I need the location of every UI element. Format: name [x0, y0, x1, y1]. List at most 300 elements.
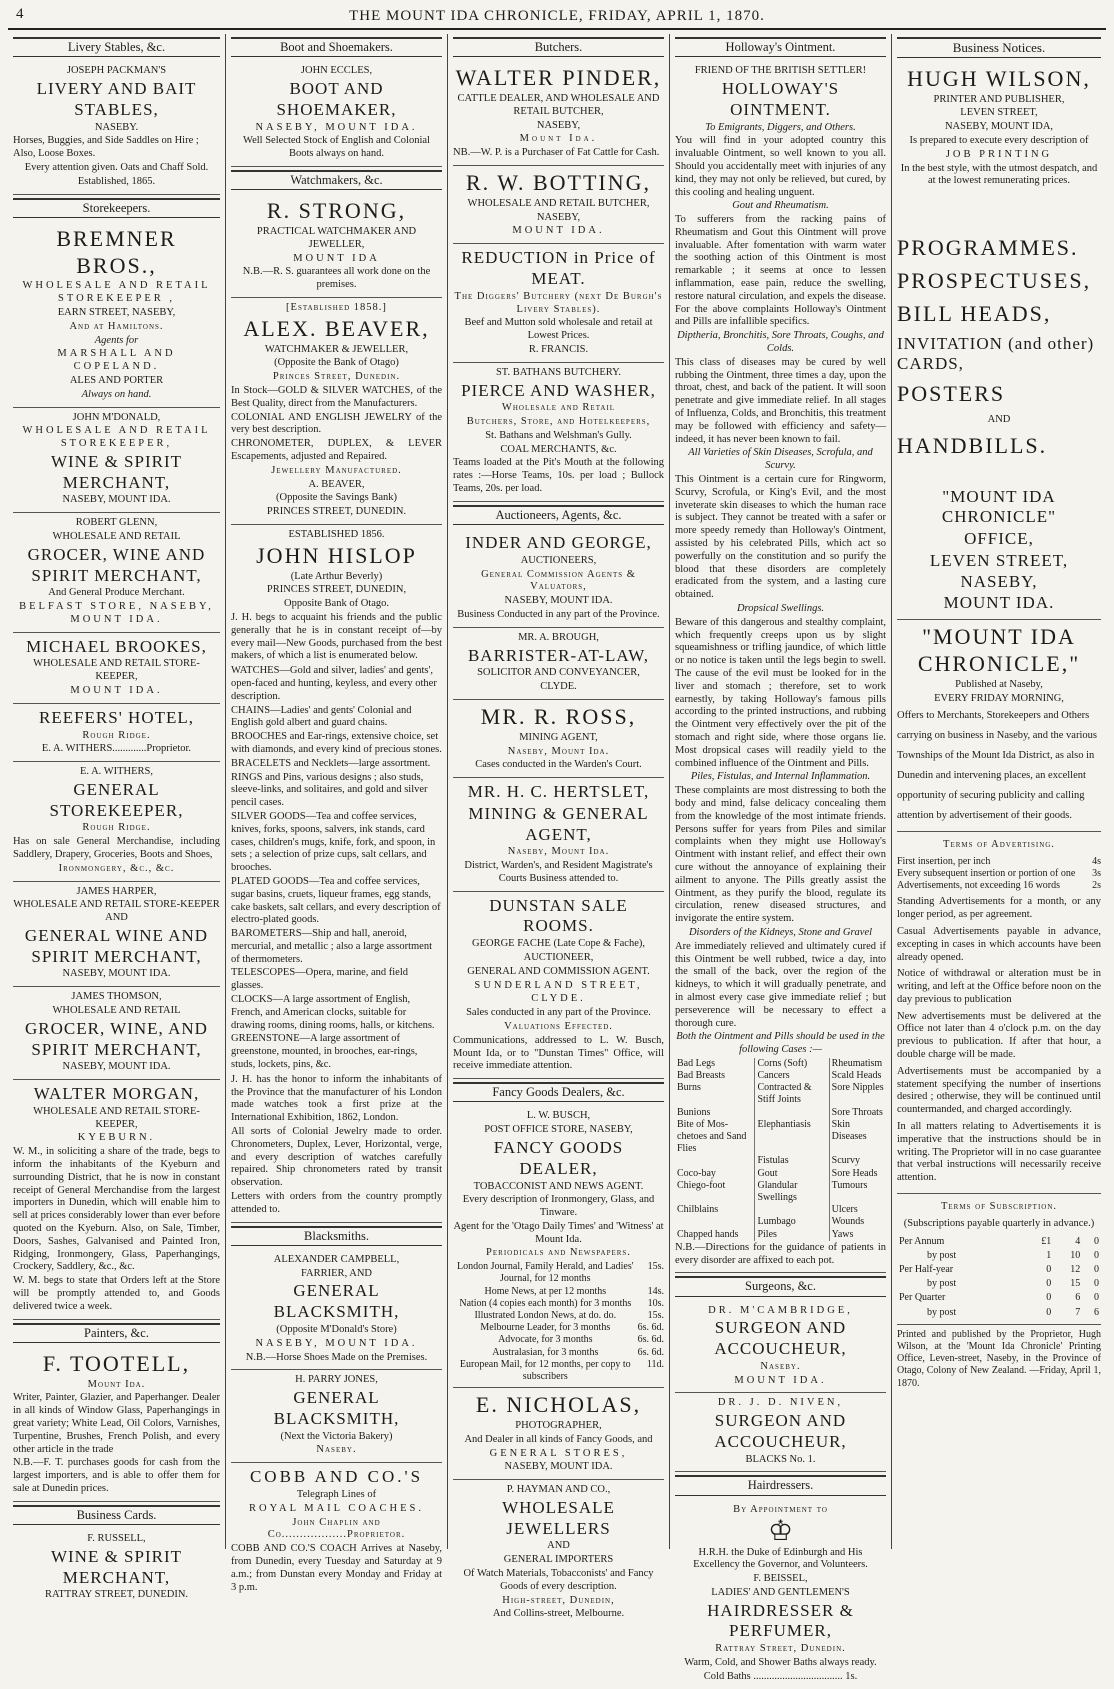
ad-text: (Next the Victoria Bakery)	[280, 1430, 393, 1442]
ad-beissel	[675, 1500, 886, 1689]
columns	[8, 34, 1106, 1682]
ad-name: F. BEISSEL,	[753, 1573, 808, 1585]
ad-name: E. NICHOLAS,	[475, 1392, 642, 1418]
ad-place: Naseby, Mount Ida.	[507, 745, 610, 757]
ad-text: POST OFFICE STORE, NASEBY,	[484, 1124, 633, 1136]
ad-text: Opposite Bank of Otago.	[284, 598, 389, 610]
ad-place: Naseby.	[760, 1360, 801, 1372]
ad-text: Cases conducted in the Warden's Court.	[475, 759, 642, 771]
ad-text: Established, 1865.	[77, 175, 156, 187]
ad-subheading: Disorders of the Kidneys, Stone and Gravel	[688, 926, 873, 938]
table-row: by post 0 15 0	[927, 1278, 1099, 1290]
ad-title: BARRISTER-AT-LAW,	[467, 645, 650, 665]
table-row: Chilblains Ulcers	[677, 1204, 858, 1216]
ad-trade: WATCHMAKER & JEWELLER,	[264, 343, 409, 355]
ad-text: N.B.—Directions for the guidance of patients in every disorder are affixed to each pot.	[675, 1241, 886, 1266]
ad-text: Letters with orders from the country promptly attended to.	[231, 1191, 442, 1215]
terms-heading: Terms of Advertising.	[943, 838, 1055, 850]
terms-text: (Subscriptions payable quarterly in advance.)	[903, 1217, 1095, 1229]
ad-name: JAMES HARPER,	[76, 885, 157, 897]
table-row: Home News, at per 12 months 14s.	[484, 1285, 664, 1297]
ad-trade: AUCTIONEERS,	[520, 554, 597, 566]
ad-street: LEVEN STREET, NASEBY,	[929, 550, 1069, 591]
list-item: RINGS and Pins, various designs ; also studs, sleeve-links, and solitaires, and gold and silver pencil cases.	[231, 771, 428, 809]
terms-text: Advertisements must be accompanied by a statement specifying the number of insertions desired ; otherwise, they will be continued until countermanded, and charged accordingly.	[897, 1065, 1101, 1116]
ad-trade: WHOLESALE AND RETAIL	[52, 531, 181, 543]
list-item: SILVER GOODS—Tea and coffee services, knives, forks, spoons, salvers, ink stands, card cases, children's mugs, knife, fork, and spoon, in sets ; a selection of prize cups, salt cellars, and brooches.	[231, 810, 436, 874]
ad-text: Sales conducted in any part of the Province.	[466, 1007, 651, 1019]
section-heading: Hairdressers.	[675, 1475, 886, 1495]
ad-place: Naseby.	[316, 1444, 357, 1456]
advertising-rates-table	[897, 856, 1101, 893]
ad-title: SURGEON AND ACCOUCHEUR,	[714, 1411, 847, 1451]
table-row: Bunions Sore Throats	[677, 1106, 883, 1118]
ad-name: ALEX. BEAVER,	[243, 315, 430, 341]
ad-text: FRIEND OF THE BRITISH SETTLER!	[694, 65, 867, 77]
ad-trade: TOBACCONIST AND NEWS AGENT.	[473, 1180, 644, 1192]
ad-trade: WHOLESALE AND RETAIL STORE-KEEPER AND	[13, 899, 220, 924]
ad-beaver	[231, 298, 442, 525]
ad-title: WINE & SPIRIT MERCHANT,	[50, 1546, 183, 1587]
ad-text: Business Conducted in any part of the Province.	[457, 609, 660, 621]
ad-street: LEVEN STREET,	[960, 107, 1038, 119]
ad-text: Agent for the 'Otago Daily Times' and 'Witness' at Mount Ida.	[453, 1220, 664, 1245]
ad-name: WALTER PINDER,	[455, 65, 662, 91]
ad-name: MR. H. C. HERTSLET,	[467, 782, 650, 802]
ad-reduction	[453, 244, 664, 362]
ad-subheading: Dropsical Swellings.	[736, 603, 825, 614]
table-row: Chapped hands Piles Yaws	[677, 1228, 854, 1240]
ad-brookes	[13, 633, 220, 704]
ad-busch	[453, 1106, 664, 1388]
ad-text: Agents for	[94, 334, 139, 346]
ad-name: JOHN HISLOP	[256, 542, 417, 568]
ad-holloway	[675, 61, 886, 1273]
ad-place: Mount Ida.	[87, 1378, 146, 1390]
periodicals-table	[453, 1261, 664, 1383]
ad-street: PRINCES STREET, DUNEDIN,	[266, 584, 407, 596]
section-heading: Boot and Shoemakers.	[231, 37, 442, 57]
ad-place: NASEBY,	[536, 119, 581, 131]
table-row: Australasian, for 3 months 6s. 6d.	[492, 1346, 664, 1358]
table-row: Nation (4 copies each month) for 3 months 10s.	[459, 1297, 664, 1309]
subscription-rates-table	[897, 1235, 1101, 1320]
newspaper-title: THE MOUNT IDA CHRONICLE, FRIDAY, APRIL 1, 1870.	[349, 7, 765, 24]
ad-title: LIVERY AND BAIT STABLES,	[36, 79, 197, 119]
ad-strong	[231, 194, 442, 298]
list-item: GREENSTONE—A large assortment of greenstone, mounted, in brooches, ear-rings, studs, lockets, pins, &c.	[231, 1033, 418, 1071]
ad-trade: MINING AGENT,	[519, 731, 598, 743]
ad-inder	[453, 529, 664, 628]
ad-name: JOHN M'DONALD,	[72, 411, 161, 423]
column-3	[448, 34, 670, 1620]
ad-street: Rattray Street, Dunedin.	[715, 1643, 846, 1655]
ad-mcdonald	[13, 408, 220, 514]
ad-text: Periodicals and Newspapers.	[486, 1247, 631, 1259]
table-row: Chiego-foot Glandular Swellings Tumours	[677, 1179, 868, 1203]
ad-name: F. RUSSELL,	[87, 1533, 146, 1545]
ad-street: High-street, Dunedin,	[502, 1594, 615, 1606]
page-number: 4	[16, 6, 24, 22]
ad-text: COAL MERCHANTS, &c.	[500, 443, 617, 455]
terms-text: Notice of withdrawal or alteration must be in writing, and left at the Office before noon on the day previous to publication	[897, 968, 1101, 1005]
table-row: by post 0 7 6	[927, 1306, 1099, 1318]
ad-title: GENERAL STOREKEEPER,	[49, 779, 184, 820]
section-heading: Fancy Goods Dealers, &c.	[453, 1082, 664, 1102]
ad-trade: PHOTOGRAPHER,	[515, 1419, 602, 1431]
ad-name: MR. A. BROUGH,	[518, 631, 599, 643]
ad-text: And at Hamiltons.	[69, 320, 164, 332]
ad-text: District, Warden's, and Resident Magistrate's Courts Business attended to.	[464, 860, 653, 884]
table-row: Advocate, for 3 months 6s. 6d.	[498, 1334, 664, 1346]
section-heading: Blacksmiths.	[231, 1226, 442, 1246]
ad-place: BLACKS No. 1.	[745, 1453, 816, 1465]
ad-hertslet	[453, 778, 664, 892]
ad-place: MOUNT IDA.	[70, 685, 163, 697]
ad-title: WHOLESALE JEWELLERS	[502, 1497, 615, 1538]
ad-text: JOB PRINTING	[945, 148, 1053, 160]
ad-trade: WHOLESALE AND RETAIL STORE-KEEPER,	[33, 1105, 200, 1130]
ad-name: MR. R. ROSS,	[480, 703, 637, 729]
terms-text: Standing Advertisements for a month, or any longer period, as per agreement.	[897, 896, 1101, 921]
ad-place: CLYDE.	[531, 993, 586, 1005]
ad-tootell	[13, 1347, 220, 1502]
table-row: Every subsequent insertion or portion of one 3s	[897, 867, 1101, 879]
ad-place: NASEBY, MOUNT IDA.	[504, 595, 613, 607]
ad-trade: GENERAL IMPORTERS	[503, 1554, 614, 1566]
section-heading: Watchmakers, &c.	[231, 170, 442, 190]
ad-botting	[453, 166, 664, 244]
masthead	[8, 4, 1106, 30]
ad-trade: WHOLESALE AND RETAIL	[52, 1005, 181, 1017]
table-row: Illustrated London News, at do. do. 15s.	[474, 1310, 664, 1322]
table-row: Bad Breasts Cancers Scald Heads	[677, 1070, 882, 1082]
ad-place: NASEBY, MOUNT IDA,	[944, 121, 1054, 133]
list-item: PLATED GOODS—Tea and coffee services, sugar basins, cruets, liqueur frames, egg stands, cake baskets, salt cellars, and every description of electro-plated goods.	[231, 875, 441, 926]
ad-text: Horses, Buggies, and Side Saddles on Hire ; Also, Loose Boxes.	[13, 135, 199, 160]
list-item: CLOCKS—A large assortment of English, French, and American clocks, suitable for drawing rooms, dining rooms, halls, or kitchens.	[231, 994, 435, 1031]
ad-text: By Appointment to	[733, 1503, 828, 1515]
ad-text: AND	[547, 1540, 570, 1552]
ad-text: In Stock—GOLD & SILVER WATCHES, of the Best Quality, direct from the Manufacturers.	[231, 384, 442, 409]
ad-trade: WHOLESALE AND RETAIL BUTCHER,	[467, 197, 650, 209]
ad-name: DR. J. D. NIVEN,	[717, 1397, 844, 1409]
section-heading: Business Notices.	[897, 37, 1101, 58]
ad-street: And Collins-street, Melbourne.	[492, 1608, 625, 1620]
ad-title: GROCER, WINE AND SPIRIT MERCHANT,	[27, 544, 206, 585]
ad-title: GENERAL BLACKSMITH,	[273, 1281, 400, 1322]
ad-title: BOOT AND SHOEMAKER,	[276, 79, 397, 119]
ad-place: MOUNT IDA	[293, 252, 380, 264]
section-heading: Surgeons, &c.	[675, 1276, 886, 1296]
ad-subheading: Both the Ointment and Pills should be used in the following Cases :—	[676, 1031, 885, 1056]
ad-subheading: To Emigrants, Diggers, and Others.	[705, 121, 856, 133]
table-row: Per Half-year 0 12 0	[899, 1264, 1099, 1276]
ad-text: Is prepared to execute every description of	[909, 135, 1089, 147]
ad-hislop	[231, 525, 442, 1223]
table-row: Melbourne Leader, for 3 months 6s. 6d.	[480, 1322, 664, 1334]
ad-name: ALEXANDER CAMPBELL,	[273, 1253, 400, 1265]
column-5	[892, 34, 1106, 1549]
ad-text: Writer, Painter, Glazier, and Paperhanger. Dealer in all kinds of Window Glass, Paperhangings in great variety; White Lead, Oil Colors, Varnishes, Turpentine, Brushes, French Polish, and every other article in the trade	[13, 1392, 220, 1455]
ad-place: NASEBY, MOUNT IDA.	[255, 121, 418, 133]
ad-text: W. M., in soliciting a share of the trade, begs to inform the inhabitants of the Kyeburn and surrounding District, that he is now in constant receipt of General Merchandise from the largest importers in Dunedin, which will enable him to sell at prices considerably lower than ever before quoted on the Kyeburn. Also, on Sale, Timber, Doors, Sashes, Galvanised and Painted Iron, Ridging, Ironmongery, Glass, Paperhangings, Crockery, Saddlery, &c., &c.	[13, 1146, 220, 1273]
ad-place: MOUNT IDA.	[734, 1374, 827, 1386]
royal-crest-icon: ♔	[767, 1515, 794, 1547]
ad-text: And General Produce Merchant.	[48, 587, 185, 599]
ad-name: WALTER MORGAN,	[33, 1084, 200, 1104]
ad-text: OFFICE,	[964, 529, 1034, 549]
ad-chronicle	[897, 620, 1101, 832]
ad-text: COBB AND CO.'S COACH Arrives at Naseby, from Dunedin, every Tuesday and Saturday at 9 a.m.; from Dunstan every Monday and Friday at 3 p.m.	[231, 1543, 442, 1593]
ad-title: HOLLOWAY'S OINTMENT.	[721, 79, 840, 119]
table-row: Per Annum £1 4 0	[899, 1235, 1099, 1247]
ad-russell	[13, 1529, 220, 1607]
ad-place: KYEBURN.	[77, 1132, 156, 1144]
ad-text: This Ointment is a certain cure for Ringworm, Scurvy, Scrofula, or King's Evil, and the most inveterate skin diseases to which the human race is subject. They cannot be treated with a safer or more speedy remedy than Holloway's Ointment, assisted by his celebrated Pills, which act so powerfully on the constitution and so purify the blood that these disorders are completely eradicated from the system, and a lasting cure obtained.	[675, 474, 886, 601]
ad-pierce	[453, 363, 664, 502]
ad-text: Jewellery Manufactured.	[271, 464, 402, 476]
ad-trade: FARRIER, AND	[301, 1267, 372, 1279]
ad-name: R. STRONG,	[266, 198, 407, 224]
ad-bremner	[13, 222, 220, 408]
list-item: BROOCHES and Ear-rings, extensive choice, set with diamonds, and every kind of precious stones.	[231, 731, 442, 755]
ad-title: GENERAL WINE AND SPIRIT MERCHANT,	[24, 925, 209, 966]
ad-thomson	[13, 987, 220, 1080]
ad-name: P. HAYMAN AND CO.,	[506, 1484, 611, 1496]
list-item: BAROMETERS—Ship and hall, aneroid, mercurial, and metallic ; also a large assortment of thermometers.	[231, 928, 432, 965]
table-row: Advertisements, not exceeding 16 words 2s	[897, 880, 1101, 892]
ad-eccles	[231, 61, 442, 167]
column-2	[226, 34, 448, 1593]
ad-trade: WHOLESALE AND RETAIL STOREKEEPER ,	[22, 280, 211, 305]
ad-text: NB.—W. P. is a Purchaser of Fat Cattle for Cash.	[453, 147, 660, 159]
ad-text: Every attention given. Oats and Chaff Sold.	[24, 161, 209, 173]
table-row: European Mail, for 12 months, per copy to subscribers 11d.	[459, 1358, 664, 1382]
ad-text: Well Selected Stock of English and Colonial Boots always on hand.	[243, 135, 430, 160]
table-row: Bite of Mos-chetoes and Sand Flies Elephantiasis Skin Diseases	[677, 1118, 867, 1155]
ad-trade: PRINTER AND PUBLISHER,	[933, 93, 1065, 105]
ad-place: Mount Ida.	[519, 133, 598, 145]
ad-street: Princes Street, Dunedin.	[272, 371, 401, 383]
ad-glenn	[13, 513, 220, 632]
ad-text: N.B.—F. T. purchases goods for cash from the largest importers, and is able to offer them for sale at Dunedin prices.	[13, 1457, 220, 1495]
ad-trade: WHOLESALE AND RETAIL STORE-KEEPER,	[33, 658, 200, 683]
ad-name: JOHN ECCLES,	[300, 65, 373, 77]
ad-text: Ironmongery, &c., &c.	[58, 862, 175, 874]
ad-trade: WHOLESALE AND RETAIL STOREKEEPER,	[22, 425, 211, 450]
ad-name: JOSEPH PACKMAN'S	[66, 65, 167, 77]
ad-place: Rough Ridge.	[82, 822, 151, 834]
ad-title: SURGEON AND ACCOUCHEUR,	[714, 1318, 847, 1359]
list-item: CHAINS—Ladies' and gents' Colonial and English gold albert and guard chains.	[231, 704, 412, 729]
ad-place: Naseby, Mount Ida.	[507, 846, 610, 858]
ad-text: (Opposite the Bank of Otago)	[274, 357, 399, 369]
ad-street: PRINCES STREET, DUNEDIN.	[266, 506, 407, 518]
ad-text: Beef and Mutton sold wholesale and retail at Lowest Prices.	[464, 317, 653, 342]
ad-text: Communications, addressed to L. W. Busch, Mount Ida, or to "Dunstan Times" Office, will receive immediate attention.	[453, 1034, 664, 1072]
ad-wilson	[897, 62, 1101, 620]
section-heading: Business Cards.	[13, 1505, 220, 1525]
ad-text: To sufferers from the racking pains of Rheumatism and Gout this Ointment will prove invaluable. After fomentation with warm water the soothing action of this Ointment is most remarkable ; it seems at once to lessen inflammation, ease pain, reduce the swelling, restore natural circulation, and expels the disease. For the above complaints Holloway's Ointment and Pills are infallible specifics.	[675, 214, 886, 328]
ad-text: All sorts of Colonial Jewelry made to order. Chronometers, Duplex, Lever, Horizontal, verge, and every description of watches carefully repaired. Ship chronometers rated by transit observation.	[231, 1126, 442, 1189]
ad-name: DR. M'CAMBRIDGE,	[708, 1304, 853, 1316]
ad-hayman	[453, 1480, 664, 1626]
ad-name: PIERCE AND WASHER,	[461, 380, 656, 400]
ad-text: This class of diseases may be cured by well rubbing the Ointment, three times a day, upon the throat, chest, and back of the patient. It will soon penetrate and give immediate relief. In all stages of Influenza, Colds, and Bronchitis, this treatment may be followed with efficiency and safety—indeed, it has never been known to fail.	[675, 356, 886, 445]
ad-text: R. FRANCIS.	[528, 343, 589, 355]
ad-name: E. A. WITHERS,	[79, 766, 153, 778]
ad-subheading: Diptheria, Bronchitis, Sore Throats, Coughs, and Colds.	[677, 330, 884, 355]
ad-name: HUGH WILSON,	[907, 65, 1091, 91]
table-row: Per Quarter 0 6 0	[899, 1292, 1099, 1304]
ad-title: HAIRDRESSER & PERFUMER,	[707, 1600, 854, 1641]
ad-mccambridge	[675, 1301, 886, 1394]
ad-pinder	[453, 61, 664, 166]
ad-street: EARN STREET, NASEBY,	[57, 307, 176, 318]
ad-name: H. PARRY JONES,	[295, 1374, 378, 1386]
ad-text: Offers to Merchants, Storekeepers and Others carrying on business in Naseby, and the various Townships of the Mount Ida District, as also in Dunedin and intervening places, an excellent opportunity of securing publicity and calling attention by advertisement of their goods.	[897, 710, 1097, 822]
ad-text: Valuations Effected.	[504, 1021, 613, 1032]
ad-text: (Opposite M'Donald's Store)	[276, 1323, 397, 1335]
ad-text: J. H. begs to acquaint his friends and the public generally that he is in constant receipt of—by every mail—New Goods, purchased from the best makers, of which a list is enumerated below.	[231, 611, 442, 662]
product-line: INVITATION (and other) CARDS,	[897, 333, 1095, 374]
column-1	[8, 34, 226, 1601]
ad-place: NASEBY, MOUNT IDA.	[62, 968, 171, 980]
ad-subheading: All Varieties of Skin Diseases, Scrofula, and Scurvy.	[688, 447, 873, 472]
ad-trade: LADIES' AND GENTLEMEN'S	[711, 1586, 850, 1598]
list-item: WATCHES—Gold and silver, ladies' and gents', open-faced and hunting, keyless, and every other description.	[231, 665, 437, 702]
ad-text: ESTABLISHED 1856.	[288, 528, 385, 540]
ad-place: NASEBY,	[536, 211, 581, 223]
ad-title: "MOUNT IDA CHRONICLE,"	[917, 624, 1081, 676]
ad-text: ST. BATHANS BUTCHERY.	[495, 366, 622, 378]
ad-place: NASEBY, MOUNT IDA.	[62, 494, 171, 506]
ad-text: N.B.—R. S. guarantees all work done on the premises.	[242, 266, 431, 291]
list-item: TELESCOPES—Opera, marine, and field glasses.	[231, 967, 409, 992]
ad-harper	[13, 882, 220, 988]
ad-name: MICHAEL BROOKES,	[26, 636, 207, 656]
ad-name: INDER AND GEORGE,	[465, 533, 652, 553]
product-line: POSTERS	[897, 381, 1006, 407]
terms-of-advertising	[897, 832, 1101, 1194]
ad-title: GROCER, WINE, AND SPIRIT MERCHANT,	[25, 1018, 208, 1059]
ad-text: W. M. begs to state that Orders left at the Store will be promptly attended to, and Goods delivered twice a week.	[13, 1275, 220, 1312]
ad-text: A. BEAVER,	[308, 478, 365, 490]
ad-text: Teams loaded at the Pit's Mouth at the following rates :—Horse Teams, 10s. per load ; Bullock Teams, 20s. per load.	[453, 457, 664, 495]
ad-text: Of Watch Materials, Tobacconists' and Fancy Goods of every description.	[463, 1568, 654, 1592]
ad-street: SUNDERLAND STREET,	[474, 979, 643, 991]
product-line: PROSPECTUSES,	[897, 268, 1092, 294]
ad-morgan	[13, 1080, 220, 1319]
ad-subheading: Gout and Rheumatism.	[732, 200, 829, 212]
ad-title: WINE & SPIRIT MERCHANT,	[50, 451, 183, 492]
table-row: Bad Legs Corns (Soft) Rheumatism	[677, 1057, 883, 1069]
section-heading: Storekeepers.	[13, 198, 220, 218]
section-heading: Butchers.	[453, 37, 664, 57]
product-line: BILL HEADS,	[897, 300, 1052, 326]
ad-title: GENERAL BLACKSMITH,	[273, 1388, 400, 1428]
ad-campbell	[231, 1250, 442, 1370]
section-heading: Auctioneers, Agents, &c.	[453, 505, 664, 525]
ad-place: BELFAST STORE, NASEBY, MOUNT IDA.	[19, 601, 214, 625]
ad-place: NASEBY, MOUNT IDA.	[62, 1061, 171, 1073]
ad-reefers	[13, 704, 220, 762]
ad-text: [Established 1858.]	[286, 301, 387, 313]
ad-trade: CATTLE DEALER, AND WHOLESALE AND RETAIL BUTCHER,	[457, 93, 660, 117]
terms-of-subscription	[897, 1194, 1101, 1325]
ad-text: Warm, Cold, and Shower Baths always ready.	[684, 1656, 877, 1668]
ad-text: EVERY FRIDAY MORNING,	[934, 692, 1064, 704]
ad-trade: Butchers, Store, and Hotelkeepers,	[466, 416, 651, 428]
ad-place: NASEBY, MOUNT IDA.	[504, 1461, 613, 1473]
ad-trade: MINING & GENERAL AGENT,	[468, 803, 649, 844]
table-row: by post 1 10 0	[927, 1249, 1099, 1261]
ad-text: Has on sale General Merchandise, including Saddlery, Drapery, Groceries, Boots and Shoes,	[13, 836, 220, 860]
ad-place: NASEBY, MOUNT IDA.	[255, 1337, 418, 1349]
ad-name: REEFERS' HOTEL,	[38, 707, 194, 727]
ad-text: (Late Arthur Beverly)	[290, 570, 383, 582]
ad-text: Are immediately relieved and ultimately cured if this Ointment be well rubbed, twice a day, into the small of the back, over the region of the kidneys, to which it will gradually penetrate, and in almost every case give immediate relief ; but perseverence will be necessary to effect a thorough cure.	[675, 940, 886, 1029]
imprint-text: Printed and published by the Proprietor, Hugh Wilson, at the 'Mount Ida Chronicle' Printing Office, Leven-street, Naseby, in the Province of Otago, Colony of New Zealand. —Friday, April 1, 1870.	[897, 1328, 1101, 1389]
ad-place: St. Bathans and Welshman's Gully.	[485, 429, 632, 441]
section-heading: Painters, &c.	[13, 1323, 220, 1343]
ad-text: E. A. WITHERS.............Proprietor.	[41, 743, 192, 755]
ad-place: MOUNT IDA.	[512, 225, 605, 237]
table-row: First insertion, per inch 4s	[897, 855, 1101, 867]
table-row: London Journal, Family Herald, and Ladies' Journal, for 12 months 15s.	[457, 1261, 664, 1285]
ad-withers	[13, 762, 220, 881]
ad-text: J. H. has the honor to inform the inhabitants of the Province that the manufacturer of his London made watches took a first prize at the International Exhibition, 1862, London.	[231, 1073, 442, 1124]
ad-trade: Wholesale and Retail	[501, 402, 616, 414]
terms-text: In all matters relating to Advertisements it is imperative that the instructions should be in writing. The Proprietor will in no case guarantee that verbal instructions will necessarily receive attention.	[897, 1121, 1101, 1184]
imprint	[897, 1325, 1101, 1395]
ad-nicholas	[453, 1388, 664, 1480]
ad-text: ALES AND PORTER	[69, 374, 164, 386]
ad-text: The Diggers' Butchery (next De Burgh's Livery Stables).	[454, 290, 663, 315]
ad-text: Every description of Ironmongery, Glass, and Tinware.	[462, 1194, 655, 1219]
ad-name: COBB AND CO.'S	[249, 1467, 424, 1487]
ad-name: L. W. BUSCH,	[526, 1110, 591, 1122]
ad-text: CHRONOMETER, DUPLEX, & LEVER Escapements, adjusted and Repaired.	[231, 438, 442, 462]
ad-text: Published at Naseby,	[955, 678, 1043, 690]
section-heading: Livery Stables, &c.	[13, 37, 220, 57]
ad-text: Cold Baths .................................. 1s.	[703, 1670, 858, 1682]
ad-text: GENERAL STORES,	[489, 1447, 628, 1459]
ad-trade: AUCTIONEER,	[523, 952, 594, 964]
ad-name: GEORGE FACHE (Late Cope & Fache),	[471, 938, 646, 950]
ad-text: In the best style, with the utmost despatch, and at the lowest remunerating prices.	[900, 162, 1098, 187]
ad-text: Beware of this dangerous and stealthy complaint, which frequently creeps upon us by slight squeamishness or trifling jaundice, of which little or no notice is taken until the legs begin to swell. The cause of the evil must be looked for in the liver and stomach ; therefore, set to work earnestly, by taking Holloway's famous pills according to the printed instructions, and rubbing the Ointment very effectively over the pit of the stomach and right side, where those organs lie. Most dropsical cases will readily yield to the combined influence of the Ointment and Pills.	[675, 616, 886, 769]
ad-title: REDUCTION in Price of MEAT.	[461, 248, 656, 289]
table-row: Coco-bay Gout Sore Heads	[677, 1167, 878, 1179]
ad-name: "MOUNT IDA CHRONICLE"	[941, 486, 1057, 527]
ad-title: ROYAL MAIL COACHES.	[249, 1502, 424, 1514]
ad-name: R. W. BOTTING,	[465, 170, 652, 196]
ad-place: CLYDE.	[540, 681, 577, 693]
table-row: Lumbago Wounds	[675, 1216, 886, 1228]
ad-name: JAMES THOMSON,	[71, 991, 162, 1003]
ad-place: MOUNT IDA.	[943, 593, 1055, 613]
ad-text: These complaints are most distressing to both the body and mind, false delicacy concealing them from the knowledge of the most intimate friends. Persons suffer for years from Piles and similar complaints when they might use Holloway's Ointment with instant relief, and effect their own cure without the annoyance of explaining their ailment to anyone. The Pills greatly assist the Ointment, as they purify the blood, regulate its circulation, renew diseased structures, and invigorate the entire system.	[675, 785, 886, 925]
cases-table	[675, 1058, 886, 1241]
ad-trade: General Commission Agents & Valuators,	[481, 568, 636, 593]
ad-trade: GENERAL AND COMMISSION AGENT.	[467, 965, 650, 977]
ad-text: John Chaplin and Co..................Proprietor.	[267, 1516, 406, 1541]
ad-text: Telegraph Lines of	[296, 1488, 377, 1500]
product-line: AND	[987, 414, 1011, 426]
ad-place: Rough Ridge.	[82, 729, 151, 741]
